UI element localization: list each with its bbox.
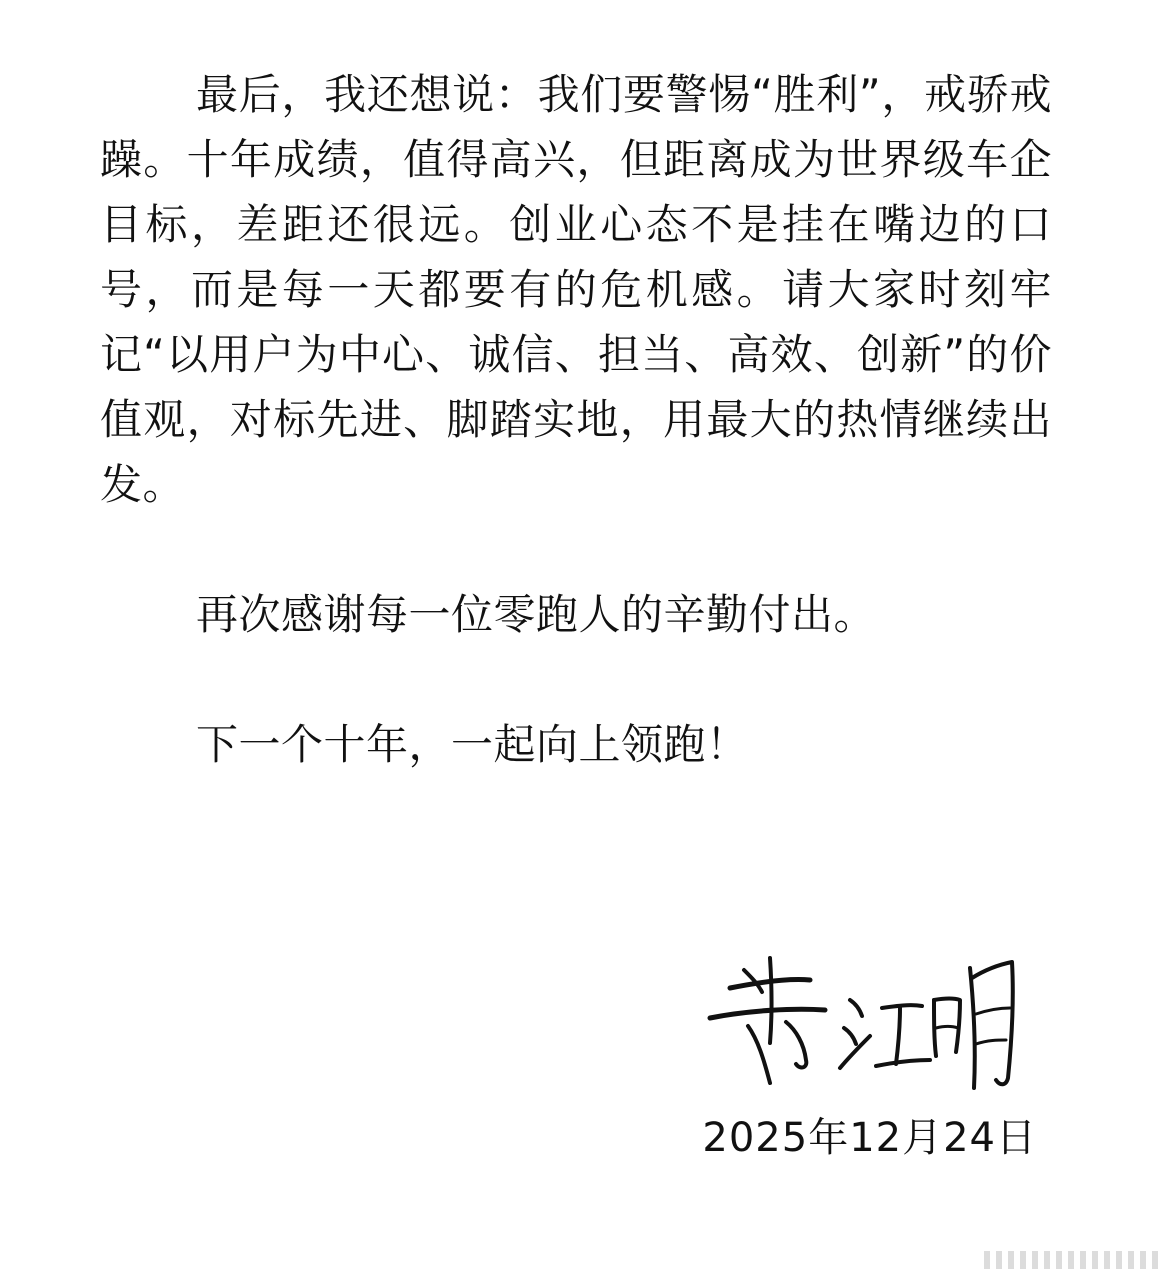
letter-date: 2025年12月24日 bbox=[702, 1115, 1037, 1161]
handwritten-signature bbox=[700, 948, 1020, 1098]
watermark-bars bbox=[858, 1248, 1158, 1272]
thanks-paragraph: 再次感谢每一位零跑人的辛勤付出。 bbox=[196, 590, 877, 639]
slogan-paragraph: 下一个十年，一起向上领跑！ bbox=[196, 720, 749, 769]
letter-body bbox=[100, 62, 1052, 777]
closing-paragraph: 最后，我还想说：我们要警惕“胜利”，戒骄戒躁。十年成绩，值得高兴，但距离成为世界级车企目标，差距还很远。创业心态不是挂在嘴边的口号，而是每一天都要有的危机感。请大家时刻牢记“以用户为中心、诚信、担当、高效、创新”的价值观，对标先进、脚踏实地，用最大的热情继续出发。 bbox=[100, 70, 1052, 509]
